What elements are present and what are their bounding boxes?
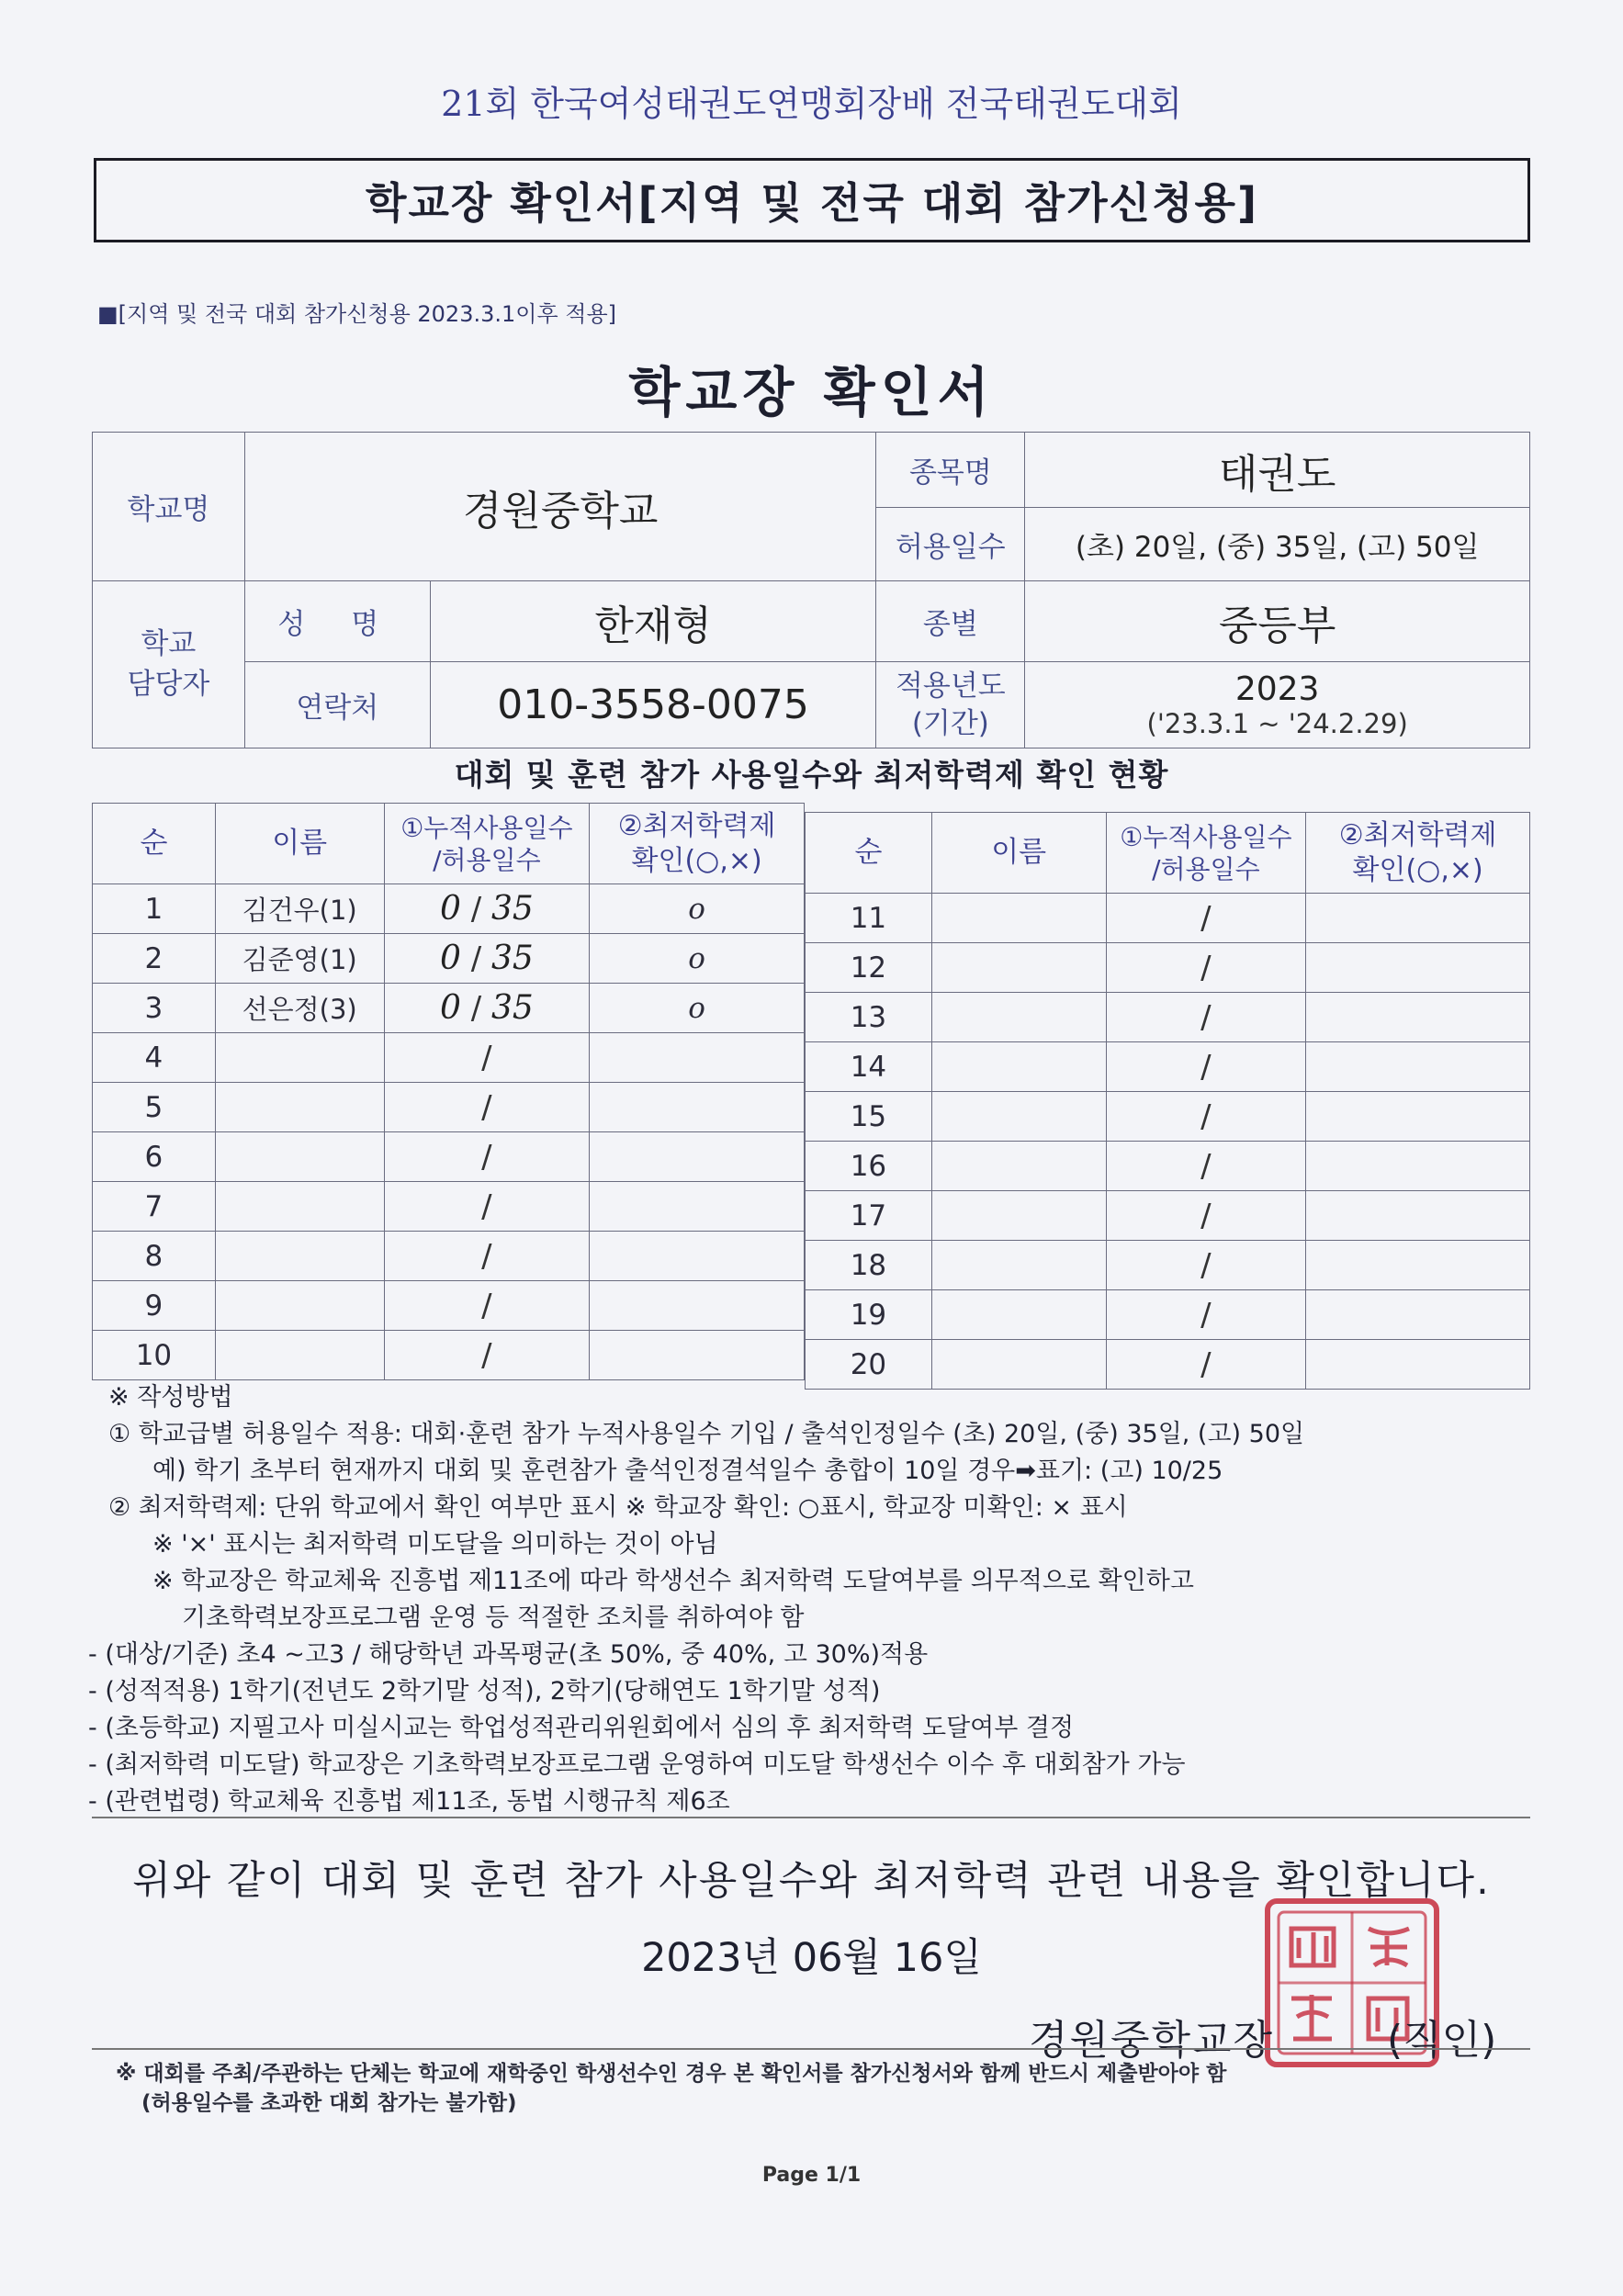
footnote-line-2: (허용일수를 초과한 대회 참가는 불가함) — [141, 2091, 517, 2115]
days-cell — [384, 1281, 590, 1331]
slash-separator: / — [460, 990, 491, 1027]
slash-separator: / — [481, 1040, 492, 1076]
slash-separator: / — [1200, 1148, 1212, 1185]
divider — [92, 2048, 1530, 2050]
form-banner: 학교장 확인서[지역 및 전국 대회 참가신청용] — [94, 158, 1530, 242]
academic-check — [1306, 1142, 1530, 1191]
days-cell — [384, 934, 590, 984]
table-row — [93, 984, 805, 1033]
days-cell — [1106, 1241, 1306, 1290]
slash-separator: / — [1200, 999, 1212, 1036]
days-cell — [1106, 993, 1306, 1042]
row-number: 1 — [93, 884, 216, 934]
days-cell — [384, 1132, 590, 1182]
header-days: ①누적사용일수 /허용일수 — [384, 804, 590, 884]
note-2: ② 최저학력제: 단위 학교에서 확인 여부만 표시 ※ 학교장 확인: ○표시, 학교장 미확인: × 표시 — [108, 1493, 1128, 1522]
slash-separator: / — [1200, 1346, 1212, 1383]
header-no: 순 — [93, 804, 216, 884]
table-row — [93, 1132, 805, 1182]
row-number: 13 — [806, 993, 932, 1042]
note-2-a: ※ '×' 표시는 최저학력 미도달을 의미하는 것이 아님 — [152, 1530, 718, 1559]
header-days: ①누적사용일수 /허용일수 — [1106, 813, 1306, 894]
days-cell — [384, 1232, 590, 1281]
header-no: 순 — [806, 813, 932, 894]
table-row — [93, 1083, 805, 1132]
table-row — [93, 1033, 805, 1083]
academic-check — [1306, 943, 1530, 993]
used-days: 0 — [440, 989, 461, 1027]
slash-separator: / — [1200, 1297, 1212, 1334]
allowed-days: 35 — [490, 890, 534, 928]
used-days: 0 — [440, 940, 461, 977]
student-name — [931, 1092, 1106, 1142]
student-name — [931, 1290, 1106, 1340]
student-name: 김건우(1) — [215, 884, 384, 934]
header-academic: ②최저학력제 확인(○,×) — [1306, 813, 1530, 894]
table-row — [93, 884, 805, 934]
slash-separator: / — [481, 1188, 492, 1225]
student-name — [931, 1241, 1106, 1290]
status-rows-right — [806, 894, 1530, 1390]
note-1: ① 학교급별 허용일수 적용: 대회·훈련 참가 누적사용일수 기입 / 출석인정일수 (초) 20일, (중) 35일, (고) 50일 — [108, 1420, 1305, 1448]
phone-value: 010-3558-0075 — [430, 662, 876, 748]
principal-name: 경원중학교장 — [1029, 2017, 1275, 2064]
year-value: 2023 — [1234, 670, 1320, 708]
row-number: 12 — [806, 943, 932, 993]
slash-separator: / — [481, 1337, 492, 1374]
slash-separator: / — [481, 1089, 492, 1126]
days-cell — [1106, 1290, 1306, 1340]
note-2-b2: 기초학력보장프로그램 운영 등 적절한 조치를 취하여야 함 — [182, 1604, 805, 1632]
row-number: 4 — [93, 1033, 216, 1083]
allowed-days: 35 — [490, 989, 534, 1027]
header-name: 이름 — [215, 804, 384, 884]
academic-check — [1306, 894, 1530, 943]
year-cell — [1025, 662, 1530, 748]
slash-separator: / — [460, 891, 491, 928]
name-value: 한재형 — [430, 581, 876, 662]
days-cell — [384, 1083, 590, 1132]
table-row — [806, 993, 1530, 1042]
allowed-days-value: (초) 20일, (중) 35일, (고) 50일 — [1025, 508, 1530, 581]
slash-separator: / — [1200, 1198, 1212, 1234]
academic-check — [1306, 1092, 1530, 1142]
student-name — [931, 1042, 1106, 1092]
detail-4: - (최저학력 미도달) 학교장은 기초학력보장프로그램 운영하여 미도달 학생선수 이수 후 대회참가 가능 — [88, 1750, 1186, 1779]
document-title: 학교장 확인서 — [628, 361, 995, 423]
academic-check — [1306, 1042, 1530, 1092]
table-row — [806, 943, 1530, 993]
student-name — [931, 1142, 1106, 1191]
phone-label: 연락처 — [244, 662, 430, 748]
days-cell — [384, 984, 590, 1033]
detail-3: - (초등학교) 지필고사 미실시교는 학업성적관리위원회에서 심의 후 최저학력 도달여부 결정 — [88, 1714, 1075, 1742]
table-row — [93, 1232, 805, 1281]
academic-check — [1306, 1290, 1530, 1340]
slash-separator: / — [481, 1288, 492, 1324]
row-number: 15 — [806, 1092, 932, 1142]
slash-separator: / — [1200, 1247, 1212, 1284]
table-row — [93, 1281, 805, 1331]
event-value: 태권도 — [1025, 433, 1530, 508]
days-cell — [384, 1182, 590, 1232]
allowed-days-label: 허용일수 — [876, 508, 1025, 581]
table-row — [93, 1182, 805, 1232]
confirmation-date: 2023년 06월 16일 — [641, 1935, 982, 1981]
row-number: 11 — [806, 894, 932, 943]
detail-2: - (성적적용) 1학기(전년도 2학기말 성적), 2학기(당해연도 1학기말 성적) — [88, 1677, 881, 1705]
student-name: 김준영(1) — [215, 934, 384, 984]
student-name — [215, 1281, 384, 1331]
student-name — [931, 943, 1106, 993]
confirmation-statement: 위와 같이 대회 및 훈련 참가 사용일수와 최저학력 관련 내용을 확인합니다. — [132, 1858, 1491, 1904]
table-row — [806, 894, 1530, 943]
name-label: 성 명 — [244, 581, 430, 662]
school-info-table — [92, 432, 1530, 748]
academic-check: o — [590, 884, 805, 934]
table-row — [806, 1241, 1530, 1290]
row-number: 10 — [93, 1331, 216, 1380]
student-name: 선은정(3) — [215, 984, 384, 1033]
row-number: 14 — [806, 1042, 932, 1092]
days-cell — [384, 1331, 590, 1380]
table-row — [806, 1191, 1530, 1241]
table-row — [806, 1142, 1530, 1191]
notes-title: ※ 작성방법 — [108, 1383, 233, 1412]
academic-check — [590, 1281, 805, 1331]
academic-check — [1306, 1191, 1530, 1241]
footnote — [116, 2059, 1549, 2118]
academic-check — [1306, 993, 1530, 1042]
table-row — [93, 934, 805, 984]
event-label: 종목명 — [876, 433, 1025, 508]
used-days: 0 — [440, 890, 461, 928]
academic-check: o — [590, 934, 805, 984]
divider — [92, 1817, 1530, 1818]
allowed-days: 35 — [490, 940, 534, 977]
note-1-example: 예) 학기 초부터 현재까지 대회 및 훈련참가 출석인정결석일수 총합이 10일 경우➡표기: (고) 10/25 — [152, 1457, 1223, 1485]
note-2-b: ※ 학교장은 학교체육 진흥법 제11조에 따라 학생선수 최저학력 도달여부를 의무적으로 확인하고 — [152, 1567, 1194, 1595]
slash-separator: / — [481, 1139, 492, 1176]
year-label: 적용년도 (기간) — [876, 662, 1025, 748]
row-number: 16 — [806, 1142, 932, 1191]
academic-check: o — [590, 984, 805, 1033]
days-cell — [1106, 1142, 1306, 1191]
academic-check — [590, 1182, 805, 1232]
page-number: Page 1/1 — [761, 2164, 862, 2187]
slash-separator: / — [1200, 1049, 1212, 1086]
student-name — [931, 993, 1106, 1042]
student-name — [215, 1033, 384, 1083]
academic-check — [590, 1083, 805, 1132]
row-number: 19 — [806, 1290, 932, 1340]
instructions — [88, 1379, 1541, 1820]
academic-check — [590, 1232, 805, 1281]
status-table-left — [92, 803, 805, 1380]
detail-1: - (대상/기준) 초4 ~고3 / 해당학년 과목평균(초 50%, 중 40%, 고 30%)적용 — [88, 1640, 929, 1669]
contact-person-label: 학교 담당자 — [93, 581, 245, 748]
year-period: ('23.3.1 ~ '24.2.29) — [1146, 708, 1408, 739]
row-number: 18 — [806, 1241, 932, 1290]
division-value: 중등부 — [1025, 581, 1530, 662]
days-cell — [1106, 1042, 1306, 1092]
academic-check — [590, 1033, 805, 1083]
academic-check — [590, 1132, 805, 1182]
slash-separator: / — [460, 940, 491, 977]
days-cell — [1106, 1092, 1306, 1142]
school-label: 학교명 — [93, 433, 245, 581]
detail-5: - (관련법령) 학교체육 진흥법 제11조, 동법 시행규칙 제6조 — [88, 1787, 730, 1816]
row-number: 17 — [806, 1191, 932, 1241]
academic-check — [1306, 1241, 1530, 1290]
footnote-line-1: ※ 대회를 주최/주관하는 단체는 학교에 재학중인 학생선수인 경우 본 확인서를 참가신청서와 함께 반드시 제출받아야 함 — [116, 2062, 1227, 2086]
days-cell — [384, 1033, 590, 1083]
student-name — [215, 1331, 384, 1380]
row-number: 2 — [93, 934, 216, 984]
status-rows-left — [93, 884, 805, 1380]
division-label: 종별 — [876, 581, 1025, 662]
table-row — [806, 1042, 1530, 1092]
days-cell — [1106, 1191, 1306, 1241]
row-number: 6 — [93, 1132, 216, 1182]
slash-separator: / — [481, 1238, 492, 1275]
slash-separator: / — [1200, 1098, 1212, 1135]
school-value: 경원중학교 — [244, 433, 876, 581]
header-academic: ②최저학력제 확인(○,×) — [590, 804, 805, 884]
slash-separator: / — [1200, 900, 1212, 937]
student-name — [215, 1083, 384, 1132]
event-title: 21회 한국여성태권도연맹회장배 전국태권도대회 — [441, 84, 1182, 124]
student-name — [931, 894, 1106, 943]
student-name — [215, 1132, 384, 1182]
row-number: 8 — [93, 1232, 216, 1281]
row-number: 7 — [93, 1182, 216, 1232]
row-number: 3 — [93, 984, 216, 1033]
student-name — [931, 1191, 1106, 1241]
days-cell — [1106, 894, 1306, 943]
slash-separator: / — [1200, 950, 1212, 986]
student-name — [215, 1232, 384, 1281]
seal-mark: (직인) — [1387, 2017, 1497, 2064]
header-name: 이름 — [931, 813, 1106, 894]
days-cell — [1106, 943, 1306, 993]
row-number: 20 — [806, 1340, 932, 1390]
table-row — [806, 1290, 1530, 1340]
form-code: ■[지역 및 전국 대회 참가신청용 2023.3.1이후 적용] — [97, 301, 616, 327]
status-table-heading: 대회 및 훈련 참가 사용일수와 최저학력제 확인 현황 — [454, 757, 1169, 793]
student-name — [215, 1182, 384, 1232]
status-table-right — [805, 812, 1530, 1390]
row-number: 9 — [93, 1281, 216, 1331]
days-cell — [384, 884, 590, 934]
academic-check — [590, 1331, 805, 1380]
table-row — [93, 1331, 805, 1380]
table-row — [806, 1092, 1530, 1142]
row-number: 5 — [93, 1083, 216, 1132]
